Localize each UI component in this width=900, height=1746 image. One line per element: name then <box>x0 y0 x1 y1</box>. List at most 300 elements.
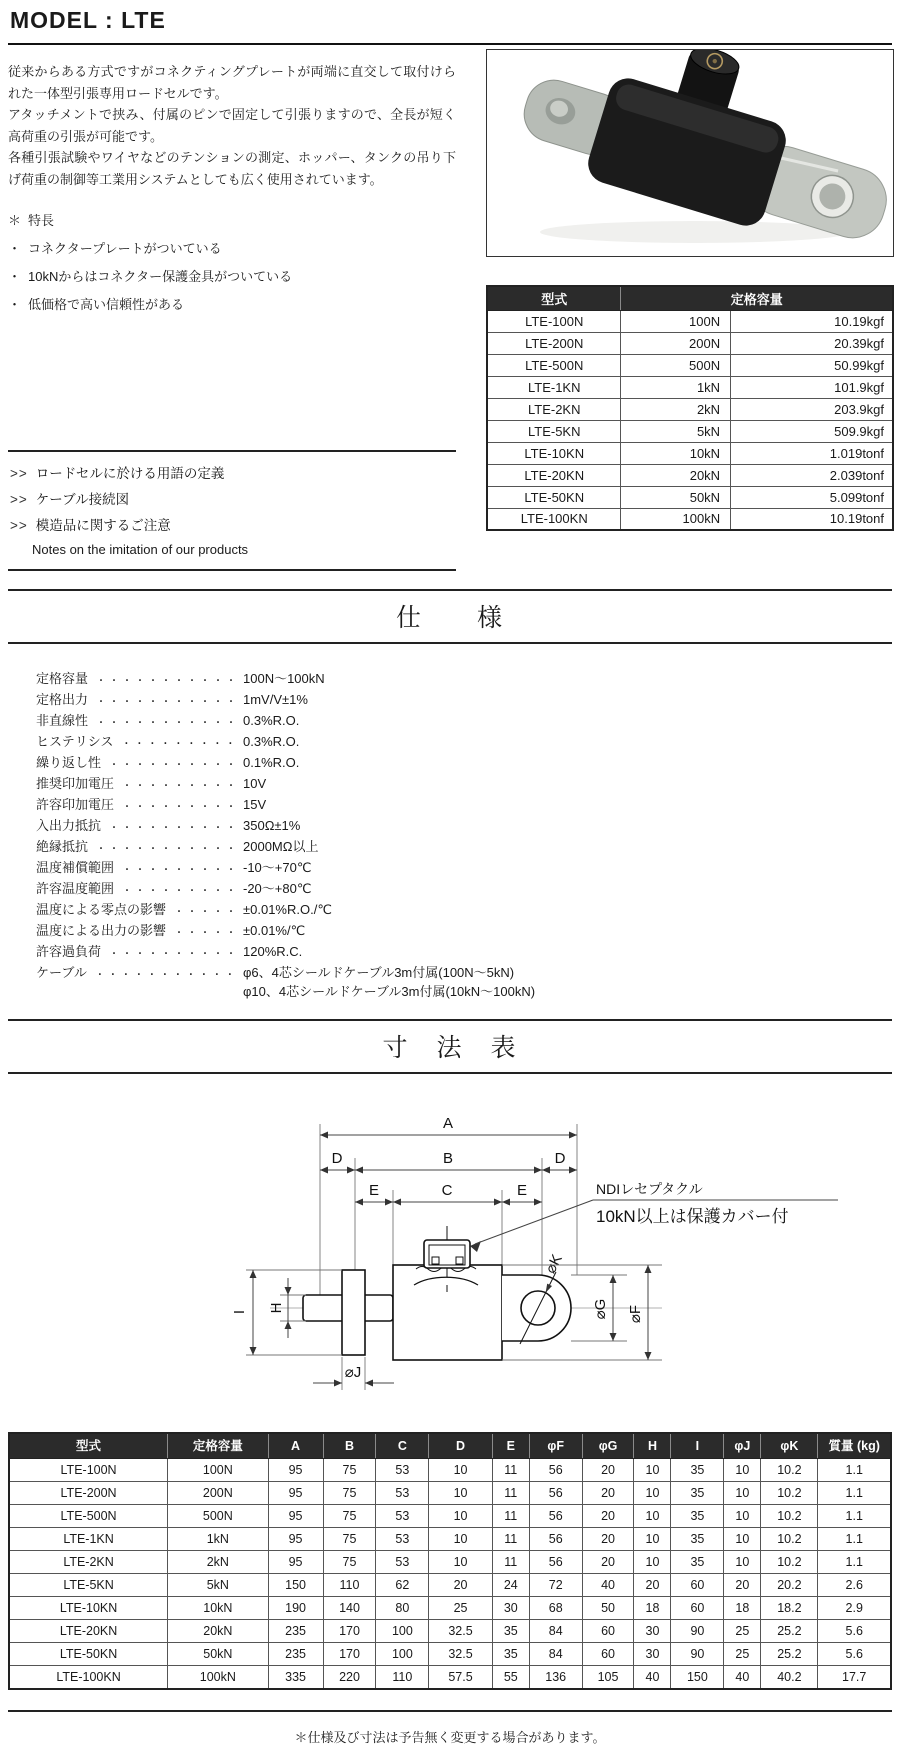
dimension-cell: 60 <box>671 1597 724 1620</box>
spec-value-cell <box>243 837 892 858</box>
dimension-cell: 140 <box>323 1597 376 1620</box>
dimension-cell: 80 <box>376 1597 429 1620</box>
dimension-cell: 110 <box>376 1666 429 1689</box>
description-paragraph: 従来からある方式ですがコネクティングプレートが両端に直交して取付けられた一体型引張専用ロードセルです。 <box>8 64 456 101</box>
dimension-row <box>9 1528 891 1551</box>
dimension-cell: 32.5 <box>429 1620 492 1643</box>
spec-value-cell <box>243 774 892 795</box>
related-link[interactable]: 模造品に関するご注意 <box>35 518 171 533</box>
spec-value-cell <box>243 879 892 900</box>
spec-label: 絶縁抵抗 <box>36 839 89 854</box>
dimension-cell: 62 <box>376 1574 429 1597</box>
dimension-cell: 20.2 <box>761 1574 818 1597</box>
capacity-row <box>487 398 893 420</box>
dimension-cell: 10 <box>429 1505 492 1528</box>
dimension-cell: 10 <box>634 1505 671 1528</box>
related-link-row <box>10 513 456 539</box>
spec-row <box>36 774 892 795</box>
dimension-row <box>9 1620 891 1643</box>
dimension-cell: 95 <box>268 1528 323 1551</box>
capacity-model: LTE-20KN <box>487 464 621 486</box>
dimension-cell: 95 <box>268 1482 323 1505</box>
spec-label-cell <box>36 921 243 942</box>
dimension-cell: 5.6 <box>818 1643 891 1666</box>
dimension-cell: 1.1 <box>818 1482 891 1505</box>
dimension-column-header: φF <box>529 1433 582 1459</box>
spec-value: φ6、4芯シールドケーブル3m付属(100N〜5kN) <box>243 965 515 980</box>
dimension-cell: 1.1 <box>818 1528 891 1551</box>
dimension-cell: 20 <box>582 1551 634 1574</box>
dimension-cell: 136 <box>529 1666 582 1689</box>
spec-row <box>36 837 892 858</box>
cover-annotation: 10kN以上は保護カバー付 <box>596 1207 789 1226</box>
capacity-model: LTE-2KN <box>487 398 621 420</box>
dim-label-k: ⌀K <box>542 1251 566 1277</box>
dim-label-f: ⌀F <box>627 1304 644 1324</box>
dimension-cell: 40 <box>582 1574 634 1597</box>
dimension-cell: 10 <box>724 1505 761 1528</box>
dimension-row <box>9 1643 891 1666</box>
dim-label-e-left: E <box>368 1182 380 1199</box>
dimension-cell: 20 <box>582 1505 634 1528</box>
leader-dots: ・・・・・・・・・・ <box>109 823 240 834</box>
capacity-newton: 100N <box>621 310 731 332</box>
leader-dots: ・・・・・・・・・ <box>122 865 240 876</box>
dimension-row <box>9 1597 891 1620</box>
spec-value: -20〜+80℃ <box>243 881 312 896</box>
dimension-cell: 10 <box>634 1528 671 1551</box>
dimension-cell: LTE-100KN <box>9 1666 168 1689</box>
dimension-cell: 18 <box>724 1597 761 1620</box>
spec-row <box>36 732 892 753</box>
dimension-cell: 75 <box>323 1528 376 1551</box>
capacity-row <box>487 486 893 508</box>
description-paragraph: アタッチメントで挟み、付属のピンで固定して引張りますので、全長が短く高荷重の引張が可能です。 <box>8 107 456 144</box>
dimension-cell: 10.2 <box>761 1482 818 1505</box>
product-photo <box>486 49 894 257</box>
spec-value: 1mV/V±1% <box>243 692 308 707</box>
dimension-cell: 20kN <box>168 1620 268 1643</box>
spec-value-cell <box>243 669 892 690</box>
dimension-column-header: A <box>268 1433 323 1459</box>
capacity-model: LTE-100N <box>487 310 621 332</box>
dimension-cell: 75 <box>323 1505 376 1528</box>
capacity-model: LTE-10KN <box>487 442 621 464</box>
dimension-cell: 170 <box>323 1620 376 1643</box>
dimension-cell: 10 <box>724 1459 761 1482</box>
capacity-table <box>486 285 894 531</box>
capacity-row <box>487 376 893 398</box>
dimension-column-header: C <box>376 1433 429 1459</box>
dimension-cell: 60 <box>582 1643 634 1666</box>
dimension-column-header: 定格容量 <box>168 1433 268 1459</box>
dimension-cell: 95 <box>268 1459 323 1482</box>
capacity-newton: 500N <box>621 354 731 376</box>
dimension-cell: LTE-200N <box>9 1482 168 1505</box>
dimension-row <box>9 1505 891 1528</box>
dimension-cell: 72 <box>529 1574 582 1597</box>
dimension-cell: 57.5 <box>429 1666 492 1689</box>
dimension-cell: 75 <box>323 1482 376 1505</box>
spec-label: 許容過負荷 <box>36 944 102 959</box>
dimension-cell: 84 <box>529 1643 582 1666</box>
spec-value: 0.1%R.O. <box>243 755 300 770</box>
dimension-cell: 35 <box>671 1505 724 1528</box>
spec-value: 15V <box>243 797 267 812</box>
dim-label-c: C <box>441 1182 453 1199</box>
dimension-section-heading: 寸 法 表 <box>8 1019 892 1074</box>
capacity-row <box>487 420 893 442</box>
dimension-cell: LTE-5KN <box>9 1574 168 1597</box>
capacity-newton: 5kN <box>621 420 731 442</box>
spec-label-cell <box>36 879 243 900</box>
dimension-cell: 5kN <box>168 1574 268 1597</box>
dimension-cell: 10 <box>634 1482 671 1505</box>
capacity-kgf: 2.039tonf <box>731 464 893 486</box>
dimension-cell: 5.6 <box>818 1620 891 1643</box>
dimension-cell: 20 <box>582 1482 634 1505</box>
dimension-cell: LTE-20KN <box>9 1620 168 1643</box>
spec-label: 許容印加電圧 <box>36 797 115 812</box>
spec-label: 温度による零点の影響 <box>36 902 167 917</box>
spec-label-cell <box>36 795 243 816</box>
spec-row <box>36 795 892 816</box>
dimension-cell: 200N <box>168 1482 268 1505</box>
dimension-cell: 68 <box>529 1597 582 1620</box>
dimension-cell: 35 <box>671 1482 724 1505</box>
footer-divider <box>8 1710 892 1712</box>
spec-row <box>36 921 892 942</box>
capacity-newton: 1kN <box>621 376 731 398</box>
spec-label-cell <box>36 963 243 1001</box>
capacity-row <box>487 442 893 464</box>
dimension-cell: 11 <box>492 1482 529 1505</box>
dimension-cell: 25 <box>724 1643 761 1666</box>
spec-value-cell <box>243 942 892 963</box>
capacity-newton: 20kN <box>621 464 731 486</box>
dimension-cell: 10 <box>634 1459 671 1482</box>
dimension-cell: 100 <box>376 1620 429 1643</box>
dimension-cell: 75 <box>323 1551 376 1574</box>
capacity-newton: 50kN <box>621 486 731 508</box>
dimension-diagram <box>180 1078 892 1420</box>
capacity-kgf: 1.019tonf <box>731 442 893 464</box>
dim-label-a: A <box>442 1115 454 1132</box>
spec-label-cell <box>36 900 243 921</box>
dimension-cell: 10 <box>634 1551 671 1574</box>
spec-label: 推奨印加電圧 <box>36 776 115 791</box>
leader-dots: ・・・・・・・・・・・ <box>96 718 240 729</box>
spec-label: 温度補償範囲 <box>36 860 115 875</box>
dimension-cell: 100N <box>168 1459 268 1482</box>
sensor-body <box>583 73 791 230</box>
dimension-cell: 2.6 <box>818 1574 891 1597</box>
spec-value-cell <box>243 753 892 774</box>
leader-dots: ・・・・・・・・・ <box>122 781 240 792</box>
dimension-row <box>9 1459 891 1482</box>
dimension-cell: 17.7 <box>818 1666 891 1689</box>
dimension-column-header: φJ <box>724 1433 761 1459</box>
dimension-cell: LTE-500N <box>9 1505 168 1528</box>
related-link[interactable]: ケーブル接続図 <box>35 492 130 507</box>
dimension-cell: LTE-2KN <box>9 1551 168 1574</box>
spec-value-cell <box>243 795 892 816</box>
spec-value: 100N〜100kN <box>243 671 325 686</box>
footer-note: ＊仕様及び寸法は予告無く変更する場合があります。 <box>294 1729 606 1745</box>
spec-row <box>36 690 892 711</box>
dimension-cell: 10 <box>724 1551 761 1574</box>
product-description <box>8 61 456 190</box>
dimension-cell: 56 <box>529 1505 582 1528</box>
dimension-cell: 10 <box>724 1482 761 1505</box>
dimension-cell: 32.5 <box>429 1643 492 1666</box>
spec-label-cell <box>36 858 243 879</box>
capacity-model: LTE-100KN <box>487 508 621 530</box>
dimension-cell: 95 <box>268 1551 323 1574</box>
capacity-newton: 100kN <box>621 508 731 530</box>
dim-label-g: ⌀G <box>592 1298 609 1320</box>
spec-label: 繰り返し性 <box>36 755 102 770</box>
related-links <box>8 450 456 571</box>
dim-label-h: H <box>268 1302 285 1314</box>
pin <box>342 1270 365 1355</box>
dimension-cell: 1.1 <box>818 1551 891 1574</box>
asterisk-marker: ＊ <box>8 213 22 228</box>
spec-label-cell <box>36 690 243 711</box>
dimension-cell: 10.2 <box>761 1459 818 1482</box>
dimension-cell: 150 <box>268 1574 323 1597</box>
feature-item <box>8 235 456 263</box>
capacity-col-rated: 定格容量 <box>621 286 893 310</box>
spec-label: 非直線性 <box>36 713 89 728</box>
spec-value-cell <box>243 921 892 942</box>
dimension-row <box>9 1551 891 1574</box>
dimension-cell: 20 <box>582 1528 634 1551</box>
spec-label-cell <box>36 669 243 690</box>
dimension-cell: 10 <box>724 1528 761 1551</box>
description-paragraph: 各種引張試験やワイヤなどのテンションの測定、ホッパー、タンクの吊り下げ荷重の制御等工業用システムとしても広く使用されています。 <box>8 150 456 187</box>
spec-label: 温度による出力の影響 <box>36 923 167 938</box>
dimension-cell: 2kN <box>168 1551 268 1574</box>
dimension-cell: 18.2 <box>761 1597 818 1620</box>
dimension-table <box>8 1432 892 1690</box>
dimension-row <box>9 1666 891 1689</box>
spec-label-cell <box>36 774 243 795</box>
capacity-col-model: 型式 <box>487 286 621 310</box>
spec-value-cell <box>243 963 892 1001</box>
spec-label-cell <box>36 837 243 858</box>
feature-text: 10kNからはコネクター保護金具がついている <box>28 269 293 284</box>
dimension-cell: 35 <box>492 1620 529 1643</box>
capacity-row <box>487 354 893 376</box>
dimension-cell: 2.9 <box>818 1597 891 1620</box>
capacity-model: LTE-5KN <box>487 420 621 442</box>
chevron-right-icon: >> <box>10 518 28 533</box>
features-list <box>8 207 456 319</box>
spec-value-cell <box>243 690 892 711</box>
dimension-cell: 10 <box>429 1459 492 1482</box>
spec-label-cell <box>36 753 243 774</box>
leader-dots: ・・・・・ <box>174 928 240 939</box>
dimension-cell: 335 <box>268 1666 323 1689</box>
dimension-cell: 10 <box>429 1528 492 1551</box>
dimension-cell: 10.2 <box>761 1505 818 1528</box>
dimension-cell: 55 <box>492 1666 529 1689</box>
dimension-cell: 56 <box>529 1551 582 1574</box>
dimension-cell: 75 <box>323 1459 376 1482</box>
capacity-kgf: 509.9kgf <box>731 420 893 442</box>
spec-label-cell <box>36 816 243 837</box>
spec-value: 10V <box>243 776 267 791</box>
spec-value-cell <box>243 732 892 753</box>
spec-row <box>36 711 892 732</box>
dim-label-j: ⌀J <box>344 1364 362 1381</box>
leader-dots: ・・・・・・・・・・・ <box>96 844 240 855</box>
capacity-row <box>487 310 893 332</box>
dimension-cell: 110 <box>323 1574 376 1597</box>
capacity-newton: 2kN <box>621 398 731 420</box>
top-area <box>8 45 892 571</box>
dimension-column-header: φK <box>761 1433 818 1459</box>
photo-and-capacity-column <box>486 45 894 531</box>
dim-label-e-right: E <box>516 1182 528 1199</box>
dimension-cell: 11 <box>492 1551 529 1574</box>
dimension-cell: 53 <box>376 1482 429 1505</box>
dimension-cell: 220 <box>323 1666 376 1689</box>
capacity-kgf: 101.9kgf <box>731 376 893 398</box>
related-link[interactable]: ロードセルに於ける用語の定義 <box>35 466 225 481</box>
spec-value: 120%R.C. <box>243 944 303 959</box>
leader-dots: ・・・・・・・・・・・ <box>96 697 240 708</box>
spec-label-cell <box>36 942 243 963</box>
dimension-column-header: φG <box>582 1433 634 1459</box>
dimension-cell: 40.2 <box>761 1666 818 1689</box>
dimension-cell: 11 <box>492 1459 529 1482</box>
spec-row <box>36 858 892 879</box>
dimension-cell: 11 <box>492 1505 529 1528</box>
capacity-kgf: 50.99kgf <box>731 354 893 376</box>
capacity-kgf: 10.19tonf <box>731 508 893 530</box>
feature-text: コネクタープレートがついている <box>28 241 222 256</box>
spec-label: 定格容量 <box>36 671 89 686</box>
leader-dots: ・・・・・・・・・・ <box>109 760 240 771</box>
dimension-column-header: D <box>429 1433 492 1459</box>
spec-label: ヒステリシス <box>36 734 114 749</box>
spec-row <box>36 900 892 921</box>
spec-value-cell <box>243 816 892 837</box>
capacity-model: LTE-500N <box>487 354 621 376</box>
leader-dots: ・・・・・ <box>174 907 240 918</box>
spec-row <box>36 879 892 900</box>
dimension-cell: 105 <box>582 1666 634 1689</box>
dimension-cell: 30 <box>634 1643 671 1666</box>
capacity-kgf: 10.19kgf <box>731 310 893 332</box>
leader-dots: ・・・・・・・・・ <box>121 739 239 750</box>
dimension-column-header: E <box>492 1433 529 1459</box>
dimension-cell: 30 <box>492 1597 529 1620</box>
dimension-cell: 10 <box>429 1482 492 1505</box>
dimension-cell: 1kN <box>168 1528 268 1551</box>
capacity-kgf: 5.099tonf <box>731 486 893 508</box>
dimension-cell: 35 <box>671 1459 724 1482</box>
dimension-cell: 11 <box>492 1528 529 1551</box>
spec-value-cell <box>243 858 892 879</box>
capacity-newton: 10kN <box>621 442 731 464</box>
dimension-cell: 60 <box>671 1574 724 1597</box>
spec-list <box>36 669 892 1001</box>
related-link-row <box>10 461 456 487</box>
dimension-cell: 10.2 <box>761 1528 818 1551</box>
dimension-cell: 100kN <box>168 1666 268 1689</box>
dimension-cell: 190 <box>268 1597 323 1620</box>
dimension-cell: 50kN <box>168 1643 268 1666</box>
dim-label-d-left: D <box>331 1150 343 1167</box>
dimension-cell: 25.2 <box>761 1643 818 1666</box>
dimension-cell: LTE-100N <box>9 1459 168 1482</box>
dim-label-b: B <box>442 1150 454 1167</box>
spec-value-cell <box>243 900 892 921</box>
capacity-newton: 200N <box>621 332 731 354</box>
dimension-row <box>9 1574 891 1597</box>
dimension-column-header: I <box>671 1433 724 1459</box>
dimension-column-header: H <box>634 1433 671 1459</box>
spec-value-cell <box>243 711 892 732</box>
leader-dots: ・・・・・・・・・・・ <box>94 970 238 981</box>
spec-value: -10〜+70℃ <box>243 860 312 875</box>
dimension-cell: 35 <box>671 1528 724 1551</box>
dimension-cell: 53 <box>376 1459 429 1482</box>
dimension-cell: 84 <box>529 1620 582 1643</box>
chevron-right-icon: >> <box>10 466 28 481</box>
capacity-model: LTE-50KN <box>487 486 621 508</box>
dimension-cell: 1.1 <box>818 1505 891 1528</box>
dimension-cell: 235 <box>268 1643 323 1666</box>
capacity-model: LTE-200N <box>487 332 621 354</box>
leader-dots: ・・・・・・・・・・・ <box>96 676 240 687</box>
spec-value: 350Ω±1% <box>243 818 301 833</box>
spec-row <box>36 963 892 1001</box>
dimension-cell: 30 <box>634 1620 671 1643</box>
dimension-cell: LTE-1KN <box>9 1528 168 1551</box>
leader-dots: ・・・・・・・・・・ <box>109 949 240 960</box>
spec-row <box>36 753 892 774</box>
related-link-row <box>10 487 456 513</box>
dimension-cell: 50 <box>582 1597 634 1620</box>
spec-label-cell <box>36 711 243 732</box>
capacity-kgf: 203.9kgf <box>731 398 893 420</box>
page-title: MODEL : LTE <box>8 5 892 45</box>
dimension-cell: 10.2 <box>761 1551 818 1574</box>
description-column <box>8 45 456 571</box>
product-photo-illustration <box>487 50 893 256</box>
dimension-column-header: B <box>323 1433 376 1459</box>
dimension-cell: LTE-50KN <box>9 1643 168 1666</box>
dimension-cell: 56 <box>529 1459 582 1482</box>
dimension-cell: 1.1 <box>818 1459 891 1482</box>
spec-label: 入出力抵抗 <box>36 818 102 833</box>
spec-value: 0.3%R.O. <box>243 734 300 749</box>
dimension-cell: 53 <box>376 1551 429 1574</box>
spec-row <box>36 942 892 963</box>
dimension-cell: 10kN <box>168 1597 268 1620</box>
dimension-cell: 10 <box>429 1551 492 1574</box>
chevron-right-icon: >> <box>10 492 28 507</box>
spec-label: ケーブル <box>36 965 87 980</box>
bullet-icon: ・ <box>8 241 22 256</box>
dimension-cell: 56 <box>529 1482 582 1505</box>
spec-label: 許容温度範囲 <box>36 881 115 896</box>
dimension-cell: LTE-10KN <box>9 1597 168 1620</box>
